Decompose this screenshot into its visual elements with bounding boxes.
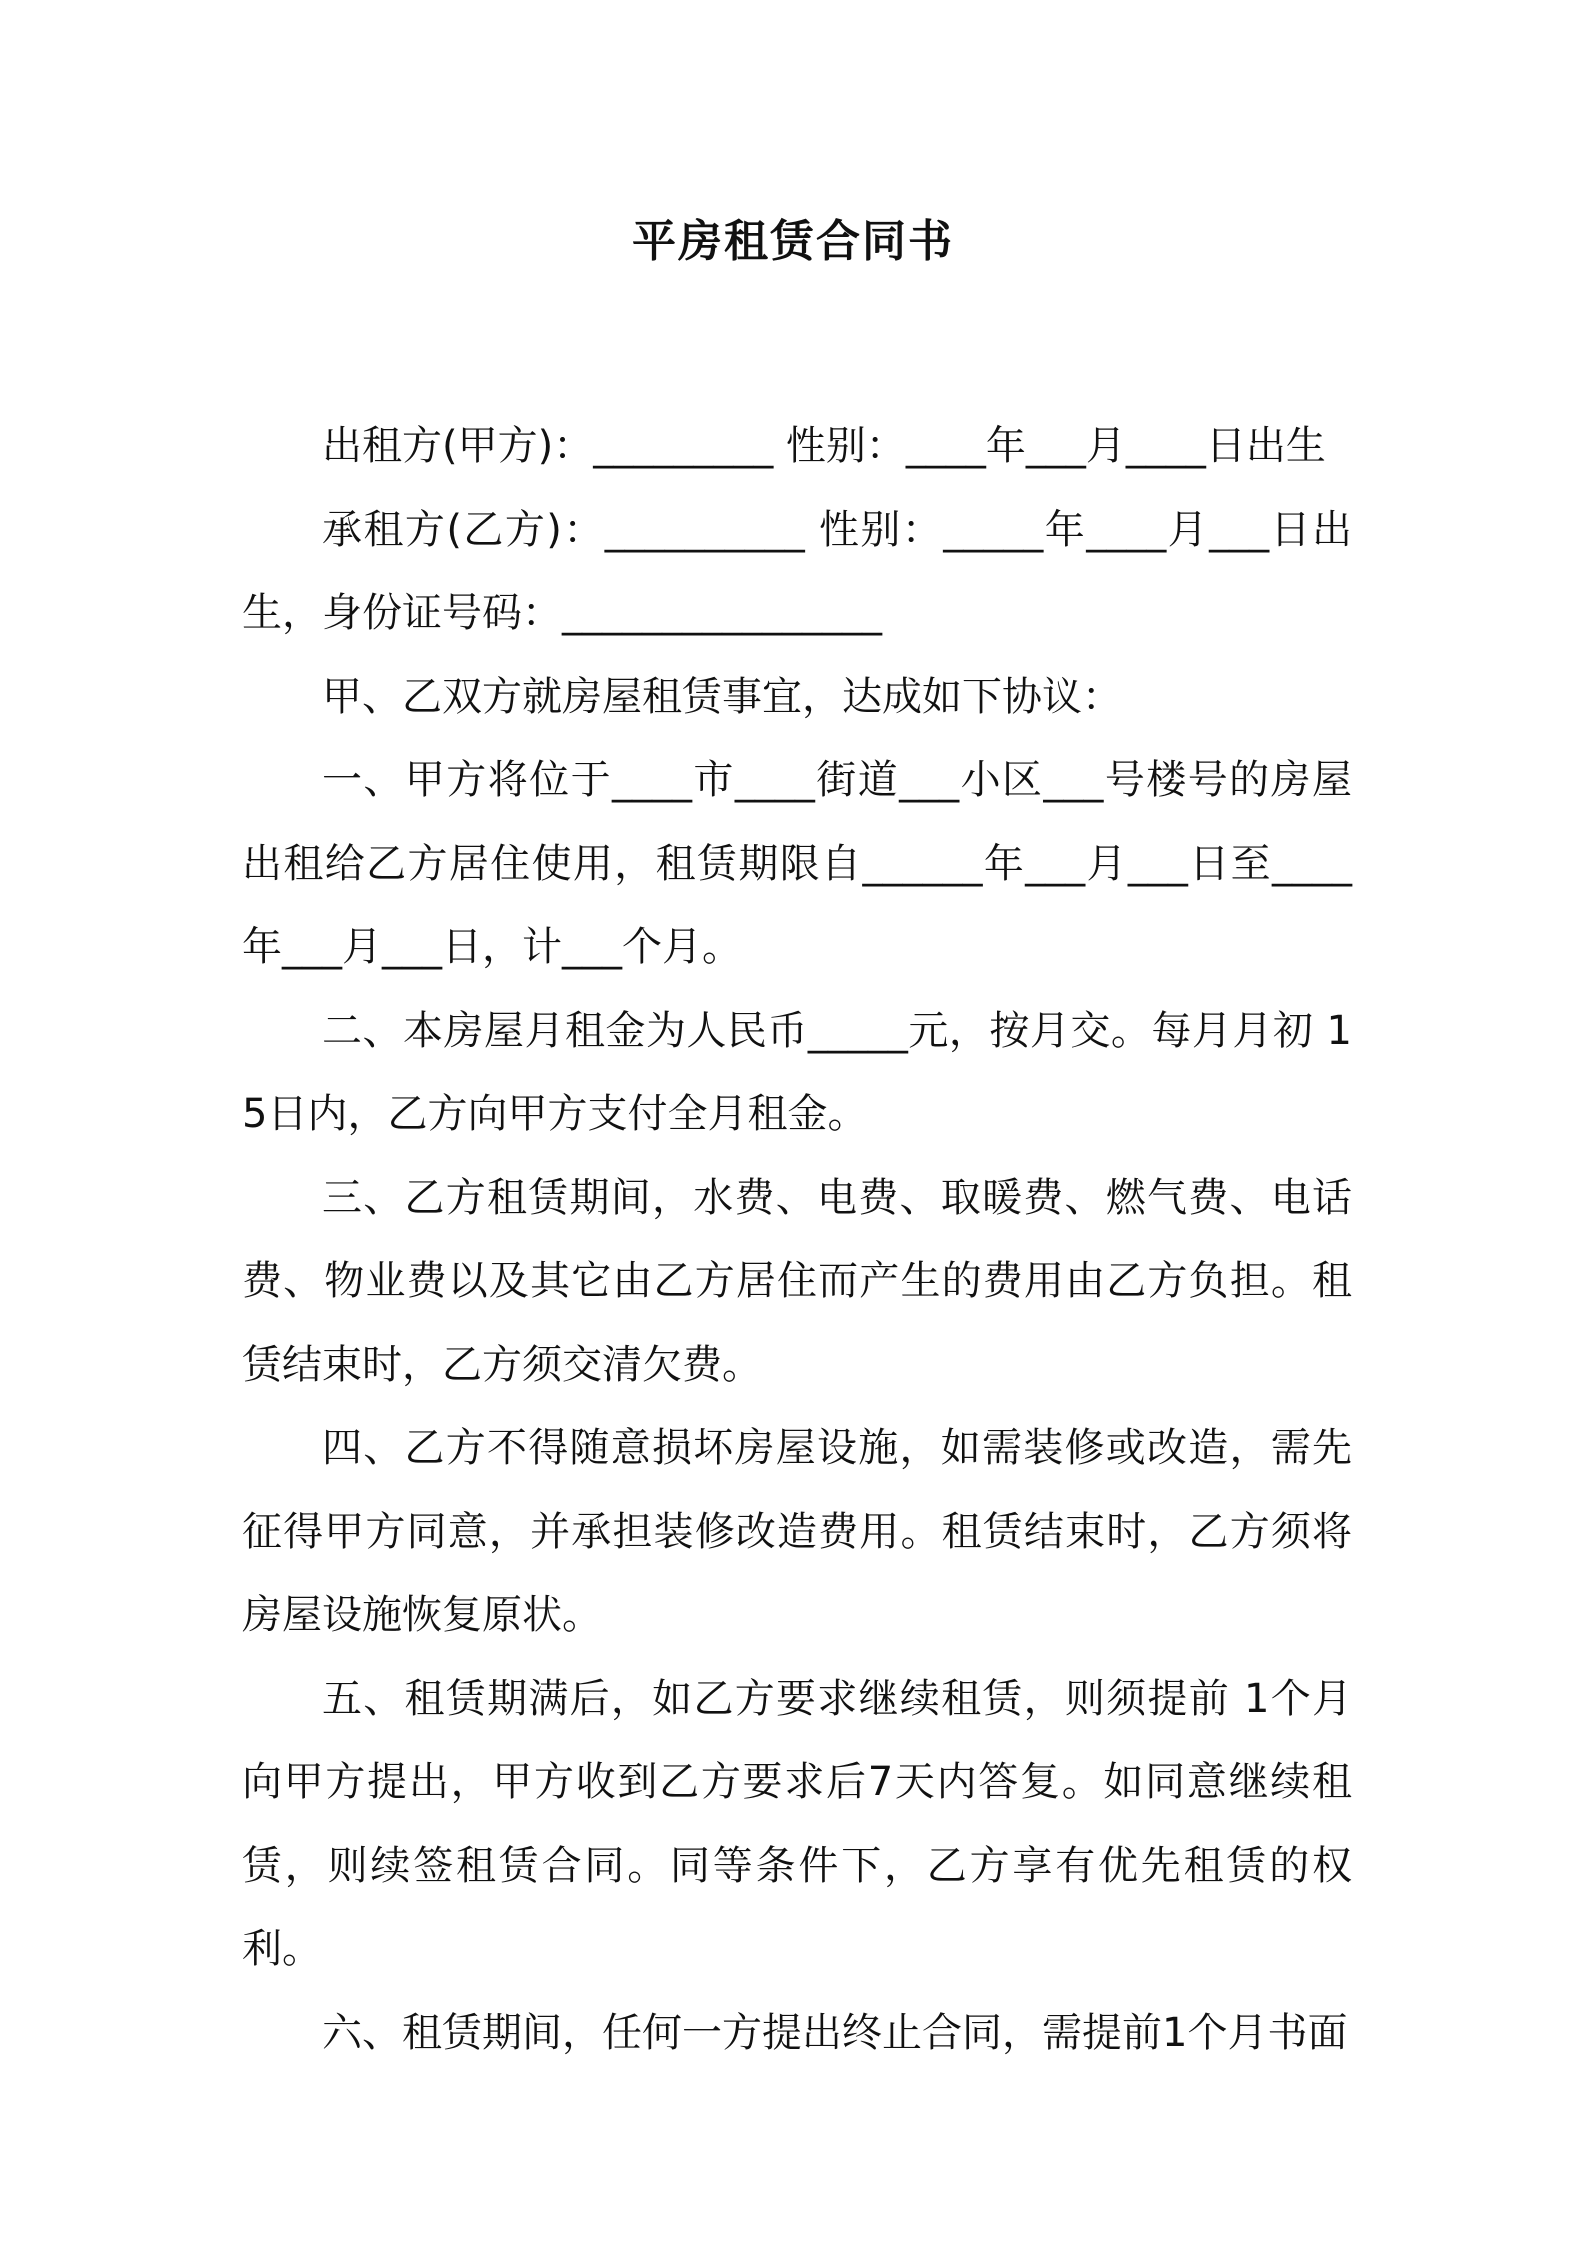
clause-6-paragraph: 六、租赁期间，任何一方提出终止合同，需提前1个月书面 (322, 2009, 1348, 2056)
clause-5-paragraph: 五、租赁期满后，如乙方要求继续租赁，则须提前 1个月向甲方提出，甲方收到乙方要求后7天内答复。如同意继续租赁，则续签租赁合同。同等条件下，乙方享有优先租赁的权利。 (242, 1675, 1352, 1972)
document-title: 平房租赁合同书 (632, 216, 954, 267)
lessee-info-paragraph: 承租方(乙方)：__________ 性别：_____年____月___日出生，身份证号码：________________ (242, 506, 1352, 636)
clause-2-paragraph: 二、本房屋月租金为人民币_____元，按月交。每月月初 15日内，乙方向甲方支付全月租金。 (242, 1007, 1352, 1137)
agreement-intro-paragraph: 甲、乙双方就房屋租赁事宜，达成如下协议： (322, 673, 1122, 720)
clause-4-paragraph: 四、乙方不得随意损坏房屋设施，如需装修或改造，需先征得甲方同意，并承担装修改造费用。租赁结束时，乙方须将房屋设施恢复原状。 (242, 1425, 1352, 1638)
document-body (242, 405, 1352, 2075)
lessor-info-paragraph: 出租方(甲方)：_________ 性别：____年___月____日出生 (322, 423, 1326, 469)
clause-1-paragraph: 一、甲方将位于____市____街道___小区___号楼号的房屋出租给乙方居住使用，租赁期限自______年___月___日至____年___月___日，计___个月。 (242, 757, 1352, 970)
clause-3-paragraph: 三、乙方租赁期间，水费、电费、取暖费、燃气费、电话费、物业费以及其它由乙方居住而产生的费用由乙方负担。租赁结束时，乙方须交清欠费。 (242, 1174, 1352, 1388)
